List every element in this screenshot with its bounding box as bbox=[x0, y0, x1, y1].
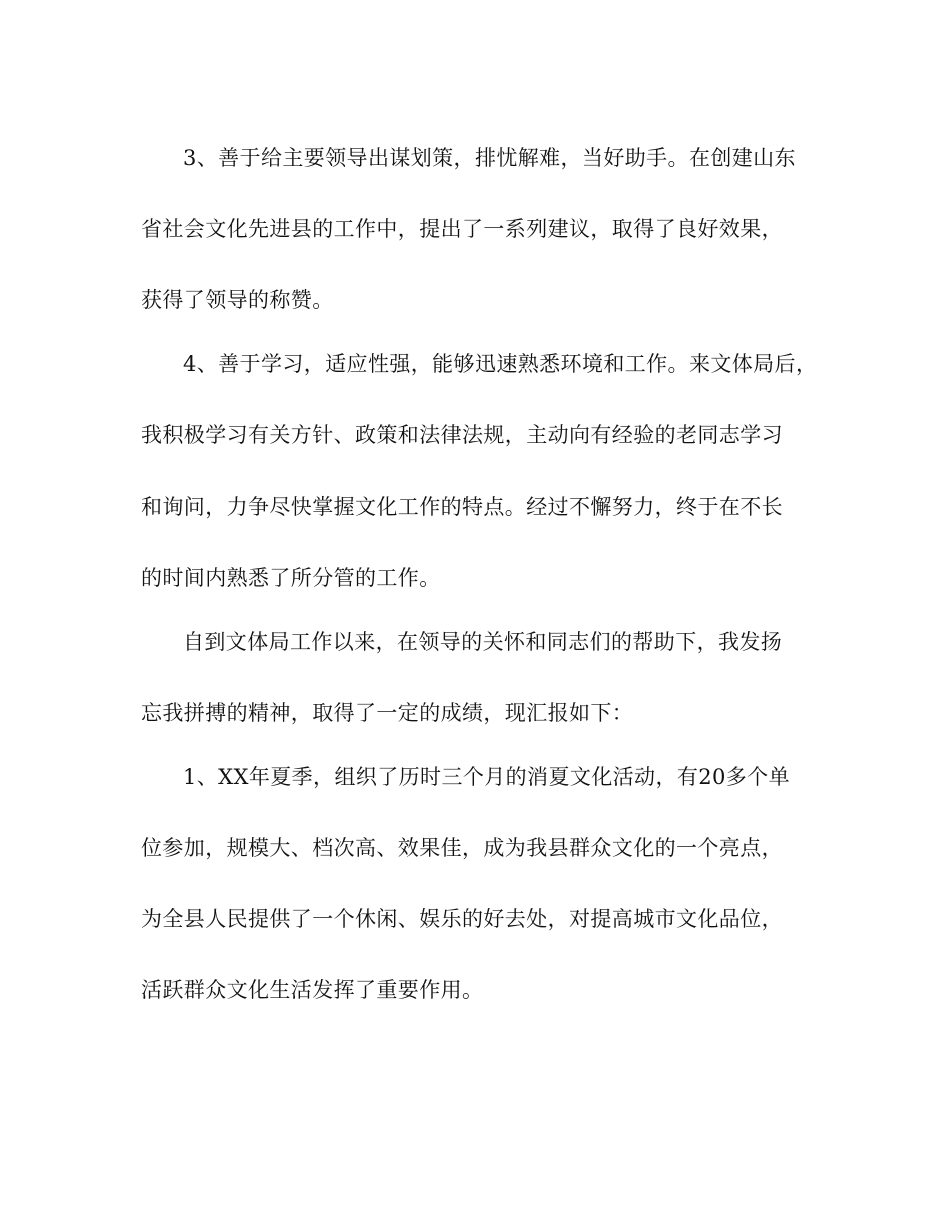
paragraph-line: 忘我拼搏的精神，取得了一定的成绩，现汇报如下： bbox=[141, 701, 634, 725]
paragraph-line: 3、善于给主要领导出谋划策，排忧解难，当好助手。在创建山东 bbox=[183, 146, 796, 170]
paragraph-line: 位参加，规模大、档次高、效果佳，成为我县群众文化的一个亮点， bbox=[141, 836, 783, 860]
paragraph-line: 省社会文化先进县的工作中，提出了一系列建议，取得了良好效果， bbox=[141, 217, 783, 241]
paragraph-line: 和询问，力争尽快掌握文化工作的特点。经过不懈努力，终于在不长 bbox=[141, 495, 783, 519]
paragraph-line: 的时间内熟悉了所分管的工作。 bbox=[141, 566, 441, 590]
paragraph-line: 活跃群众文化生活发挥了重要作用。 bbox=[141, 978, 484, 1002]
paragraph-line: 为全县人民提供了一个休闲、娱乐的好去处，对提高城市文化品位， bbox=[141, 907, 783, 931]
paragraph-line: 我积极学习有关方针、政策和法律法规，主动向有经验的老同志学习 bbox=[141, 423, 783, 447]
paragraph-line: 自到文体局工作以来，在领导的关怀和同志们的帮助下，我发扬 bbox=[183, 630, 783, 654]
paragraph-line: 1、XX年夏季，组织了历时三个月的消夏文化活动，有20多个单 bbox=[183, 765, 790, 789]
paragraph-line: 获得了领导的称赞。 bbox=[141, 288, 334, 312]
paragraph-line: 4、善于学习，适应性强，能够迅速熟悉环境和工作。来文体局后， bbox=[183, 352, 818, 376]
